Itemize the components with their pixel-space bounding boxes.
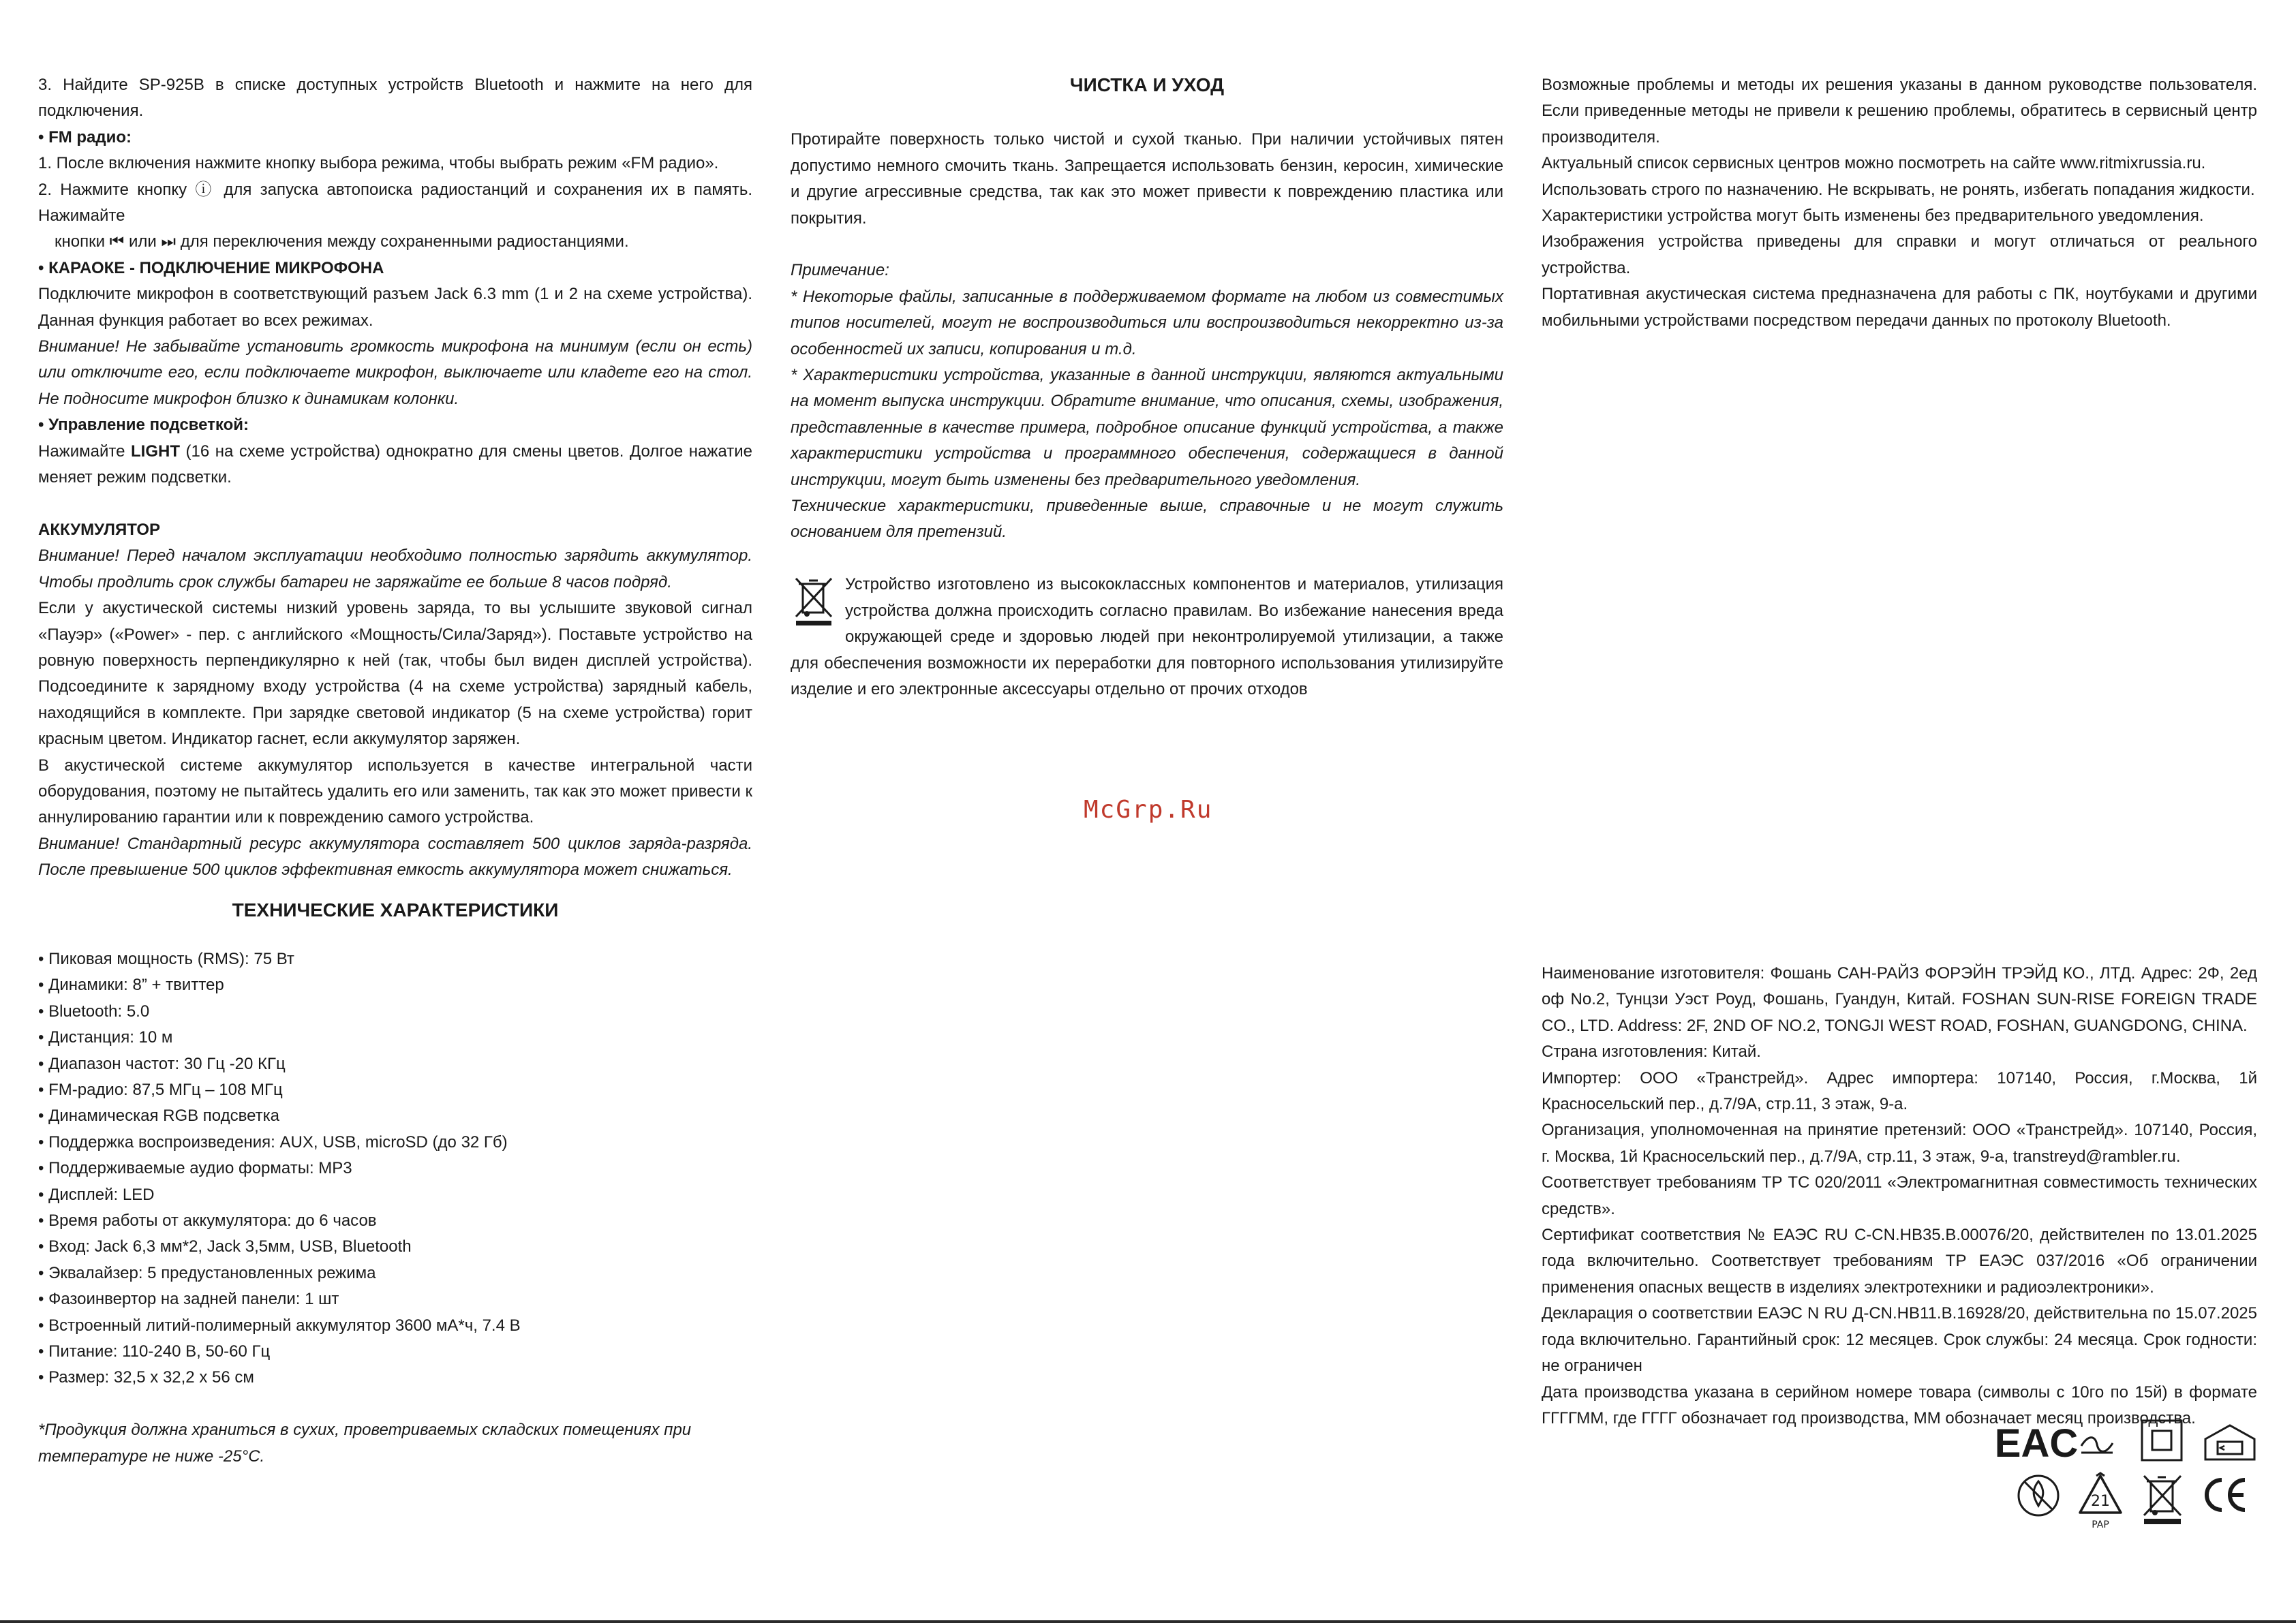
watermark: McGrp.Ru [1084,796,1213,824]
karaoke-warning: Внимание! Не забывайте установить громкость микрофона на минимум (если он есть) или отключите его, если подключаете микрофон, выключаете или кладете его на стол. Не подносите микрофон близко к динамикам колонки. [38,337,752,408]
column-left [38,72,752,1470]
column-right-top [1542,72,2257,334]
battery-warning-2: Внимание! Стандартный ресурс аккумулятора составляет 500 циклов заряда-разряда. После превышение 500 циклов эффективная емкость аккумулятора может снижаться. [38,834,752,880]
recycle-number: 21 [2091,1493,2110,1510]
care-paragraph: Протирайте поверхность только чистой и сухой тканью. При наличии устойчивых пятен допустимо немного смочить ткань. Запрещается использовать бензин, керосин, химические и другие агрессивные средства, так как это может привести к повреждению пластика или покрытия. [791,130,1503,228]
battery-warning-1: Внимание! Перед началом эксплуатации необходимо полностью зарядить аккумулятор. Чтобы продлить срок службы батареи не заряжайте ее больше 8 часов подряд. [38,546,752,591]
manufacturer-paragraph: Наименование изготовителя: Фошань САН-РАЙЗ ФОРЭЙН ТРЭЙД КО., ЛТД. Адрес: 2Ф, 2ед оф No.2, Тунцзи Уэст Роуд, Фошань, Гуандун, Китай. FOSHAN SUN-RISE FOREIGN TRADE CO., LTD. Address: 2F, 2ND OF NO.2, TONGJI WEST ROAD, FOSHAN, GUANGDONG, CHINA. [1542,964,2257,1035]
double-insulation-icon [2140,1419,2184,1462]
battery-paragraph-2: В акустической системе аккумулятор используется в качестве интегральной части оборудования, поэтому не пытайтесь удалить его или заменить, так как это может привести к аннулированию гарантии или к повреждению самого устройства. [38,756,752,827]
ac-current-icon [2079,1431,2115,1458]
column-middle [791,72,1503,702]
indoor-use-icon [2203,1423,2257,1461]
karaoke-text: Подключите микрофон в соответствующий разъем Jack 6.3 mm (1 и 2 на схеме устройства). Данная функция работает во всех режимах. [38,285,752,330]
info-paragraph: Актуальный список сервисных центров можно посмотреть на сайте www.ritmixrussia.ru. [1542,154,2206,173]
fm-step-2b: кнопки ⏮ или ⏭ для переключения между сохраненными радиостанциями. [55,232,629,251]
eac-mark-text: EAC [1994,1421,2079,1466]
manufacturer-paragraph: Соответствует требованиям ТР ТС 020/2011 «Электромагнитная совместимость технических средств». [1542,1173,2257,1218]
care-heading: ЧИСТКА И УХОД [1069,74,1225,95]
karaoke-heading: • КАРАОКЕ - ПОДКЛЮЧЕНИЕ МИКРОФОНА [38,258,384,277]
spec-item: • Время работы от аккумулятора: до 6 часов [38,1211,377,1231]
spec-item: • Диапазон частот: 30 Гц -20 КГц [38,1054,286,1073]
bt-step-3: 3. Найдите SP-925B в списке доступных устройств Bluetooth и нажмите на него для подключения. [38,76,752,121]
light-key: LIGHT [131,442,180,461]
manufacturer-paragraph: Организация, уполномоченная на принятие претензий: ООО «Транстрейд». 107140, Россия, г. Москва, 1й Красносельский пер., д.7/9А, стр.11, 3 этаж, 9-а, transtreyd@rambler.ru. [1542,1121,2257,1166]
manufacturer-paragraph: Страна изготовления: Китай. [1542,1042,1761,1062]
storage-note: *Продукция должна храниться в сухих, проветриваемых складских помещениях при температуре не ниже -25°С. [38,1421,692,1466]
info-paragraph: Портативная акустическая система предназначена для работы с ПК, ноутбуками и другими мобильными устройствами посредством передачи данных по протоколу Bluetooth. [1542,285,2257,330]
note-2: * Характеристики устройства, указанные в данной инструкции, являются актуальными на момент выпуска инструкции. Обратите внимание, что описания, схемы, изображения, представленные в качестве примера, подробное описание функций устройства, а также характеристики устройства и программного обеспечения, содержащиеся в данной инструкции, могут быть изменены без предварительного уведомления. [791,366,1503,489]
light-text [38,439,752,491]
eac-icon [1994,1417,2079,1466]
specs-heading: ТЕХНИЧЕСКИЕ ХАРАКТЕРИСТИКИ [232,899,559,921]
spec-item: • Поддержка воспроизведения: AUX, USB, microSD (до 32 Гб) [38,1132,508,1151]
weee-icon [791,574,838,626]
battery-heading: АККУМУЛЯТОР [38,520,160,539]
spec-item: • Пиковая мощность (RMS): 75 Вт [38,949,294,968]
weee-icon-cert [2139,1470,2186,1525]
manufacturer-info [1542,961,2257,1432]
spec-item: • Размер: 32,5 х 32,2 х 56 см [38,1368,254,1387]
fm-step-2a: 2. Нажмите кнопку ⓘ для запуска автопоиска радиостанций и сохранения их в память. Нажимайте [38,180,752,226]
light-text-a: Нажимайте [38,442,131,461]
info-paragraph: Использовать строго по назначению. Не вскрывать, не ронять, избегать попадания жидкости. [1542,180,2255,199]
spec-item: • Динамическая RGB подсветка [38,1107,280,1126]
recycle-label: PAP [2092,1519,2109,1530]
spec-item: • FM-радио: 87,5 МГц – 108 МГц [38,1081,283,1100]
spec-item: • Дистанция: 10 м [38,1028,173,1047]
specs-list [38,946,752,1391]
disposal-block [791,572,1503,702]
spec-item: • Поддерживаемые аудио форматы: MP3 [38,1159,352,1178]
info-paragraph: Характеристики устройства могут быть изменены без предварительного уведомления. [1542,206,2204,226]
spec-item: • Питание: 110-240 В, 50-60 Гц [38,1342,271,1361]
manufacturer-paragraph: Импортер: ООО «Транстрейд». Адрес импортера: 107140, Россия, г.Москва, 1й Красносельский пер., д.7/9А, стр.11, 3 этаж, 9-а. [1542,1068,2257,1114]
disposal-text: Устройство изготовлено из высококлассных компонентов и материалов, утилизация устройства должна происходить согласно правилам. Во избежание нанесения вреда окружающей среде и здоровью людей при неконтролируемой утилизации, а также для обеспечения возможности их переработки для повторного использования утилизируйте изделие и его электронные аксессуары отдельно от прочих отходов [791,575,1503,698]
manufacturer-paragraph: Декларация о соответствии ЕАЭС N RU Д-CN.НВ11.В.16928/20, действительна по 15.07.2025 года включительно. Гарантийный срок: 12 месяцев. Срок службы: 24 месяца. Срок годности: не ограничен [1542,1304,2257,1376]
spec-item: • Динамики: 8” + твиттер [38,976,224,995]
spec-item: • Вход: Jack 6,3 мм*2, Jack 3,5мм, USB, Bluetooth [38,1237,412,1256]
note-3: Технические характеристики, приведенные выше, справочные и не могут служить основанием для претензий. [791,497,1503,542]
bottom-rule [0,1620,2296,1623]
note-1: * Некоторые файлы, записанные в поддерживаемом формате на любом из совместимых типов носителей, могут не воспроизводиться или воспроизводиться некорректно из-за особенностей их записи, копирования и т.д. [791,287,1503,358]
battery-paragraph-1: Если у акустической системы низкий уровень заряда, то вы услышите звуковой сигнал «Пауэр» («Power» - пер. с английского «Мощность/Сила/Заряд»). Поставьте устройство на ровную поверхность перпендикулярно к ней (так, чтобы был виден дисплей устройства). Подсоедините к зарядному входу устройства (4 на схеме устройства) зарядный кабель, находящийся в комплекте. При зарядке световой индикатор (5 на схеме устройства) горит красным цветом. Индикатор гаснет, если аккумулятор заряжен. [38,599,752,749]
light-text-c: (16 на схеме устройства) однократно для смены цветов. Долгое нажатие меняет режим подсветки. [38,442,752,487]
note-heading: Примечание: [791,261,889,280]
ce-icon [2201,1476,2249,1514]
spec-item: • Фазоинвертор на задней панели: 1 шт [38,1290,339,1309]
spec-item: • Дисплей: LED [38,1185,155,1204]
spec-item: • Встроенный литий-полимерный аккумулятор 3600 мА*ч, 7.4 В [38,1316,521,1335]
column-right-bottom [1542,961,2257,1432]
no-fire-icon [2016,1473,2061,1518]
fm-heading: • FM радио: [38,127,132,146]
light-heading: • Управление подсветкой: [38,416,249,435]
info-paragraph: Возможные проблемы и методы их решения указаны в данном руководстве пользователя. Если приведенные методы не привели к решению проблемы, обратитесь в сервисный центр производителя. [1542,76,2257,146]
info-list [1542,72,2257,334]
recycle-pap-icon [2076,1472,2125,1530]
info-paragraph: Изображения устройства приведены для справки и могут отличаться от реального устройства. [1542,232,2257,277]
manufacturer-paragraph: Сертификат соответствия № ЕАЭС RU С-CN.НВ35.В.00076/20, действителен по 13.01.2025 года включительно. Соответствует требованиям ТР ЕАЭС 037/2016 «Об ограничении применения опасных веществ в изделиях электротехники и радиоэлектроники». [1542,1226,2257,1297]
manufacturer-paragraph: Дата производства указана в серийном номере товара (символы с 10го по 15й) в формате ГГГГММ, где ГГГГ обозначает год производства, ММ обозначает месяц производства. [1542,1382,2257,1427]
spec-item: • Bluetooth: 5.0 [38,1002,150,1021]
fm-step-1: 1. После включения нажмите кнопку выбора режима, чтобы выбрать режим «FM радио». [38,154,719,173]
spec-item: • Эквалайзер: 5 предустановленных режима [38,1263,376,1282]
